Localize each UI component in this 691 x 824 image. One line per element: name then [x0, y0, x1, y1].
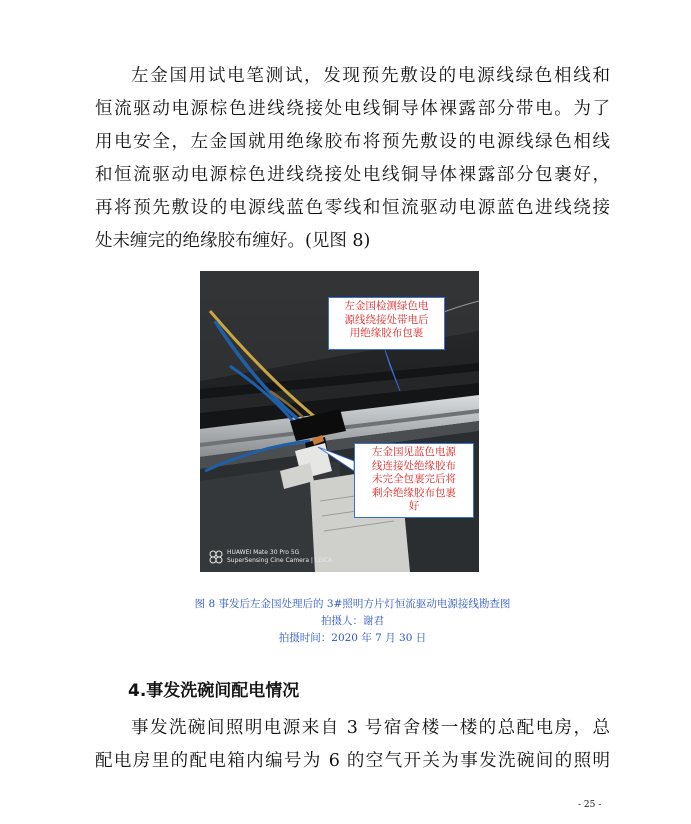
watermark-line: HUAWEI Mate 30 Pro 5G: [227, 549, 300, 556]
section-heading: 4.事发洗碗间配电情况: [128, 681, 300, 701]
camera-watermark: [209, 549, 332, 565]
callout-line: 好: [408, 500, 420, 512]
watermark-line: SuperSensing Cine Camera | LEICA: [227, 557, 333, 564]
callout-green-wire: [328, 297, 445, 350]
callout-line: 左金国见蓝色电源: [372, 446, 456, 458]
callout-blue-wire: [354, 443, 474, 518]
callout-line: 源线绕接处带电后: [344, 313, 429, 326]
paragraph-line: 事发洗碗间照明电源来自 3 号宿舍楼一楼的总配电房，总: [131, 718, 610, 738]
body-paragraph-1: [95, 60, 610, 258]
paragraph-line: 恒流驱动电源棕色进线绕接处电线铜导体裸露部分带电。为了: [95, 99, 610, 119]
callout-line: 线连接处绝缘胶布: [372, 459, 456, 472]
paragraph-line: 配电房里的配电箱内编号为 6 的空气开关为事发洗碗间的照明: [95, 751, 610, 771]
paragraph-line: 左金国用试电笔测试，发现预先敷设的电源线绿色相线和: [131, 66, 610, 86]
paragraph-line: 处未缠完的绝缘胶布缠好。(见图 8): [95, 231, 371, 251]
leica-lens-icon: [209, 550, 223, 564]
callout-line: 剩余绝缘胶布包裹: [372, 486, 456, 499]
paragraph-line: 再将预先敷设的电源线蓝色零线和恒流驱动电源蓝色进线绕接: [95, 198, 610, 218]
figure-photographer: 拍摄人：谢君: [321, 615, 384, 627]
page-number: - 25 -: [578, 800, 602, 810]
figure-photo: [200, 271, 479, 572]
callout-line: 左金国检测绿色电: [344, 300, 429, 312]
callout-line: 未完全包裹完后将: [372, 473, 456, 485]
paragraph-line: 用电安全，左金国就用绝缘胶布将预先敷设的电源线绿色相线: [95, 132, 610, 152]
paragraph-line: 和恒流驱动电源棕色进线绕接处电线铜导体裸露部分包裹好，: [95, 165, 610, 185]
body-paragraph-2: [95, 712, 610, 778]
figure-date: 拍摄时间：2020 年 7 月 30 日: [278, 632, 427, 644]
callout-line: 用绝缘胶布包裹: [349, 327, 424, 339]
figure-caption: 图 8 事发后左金国处理后的 3#照明方片灯恒流驱动电源接线勘查图: [194, 598, 511, 610]
